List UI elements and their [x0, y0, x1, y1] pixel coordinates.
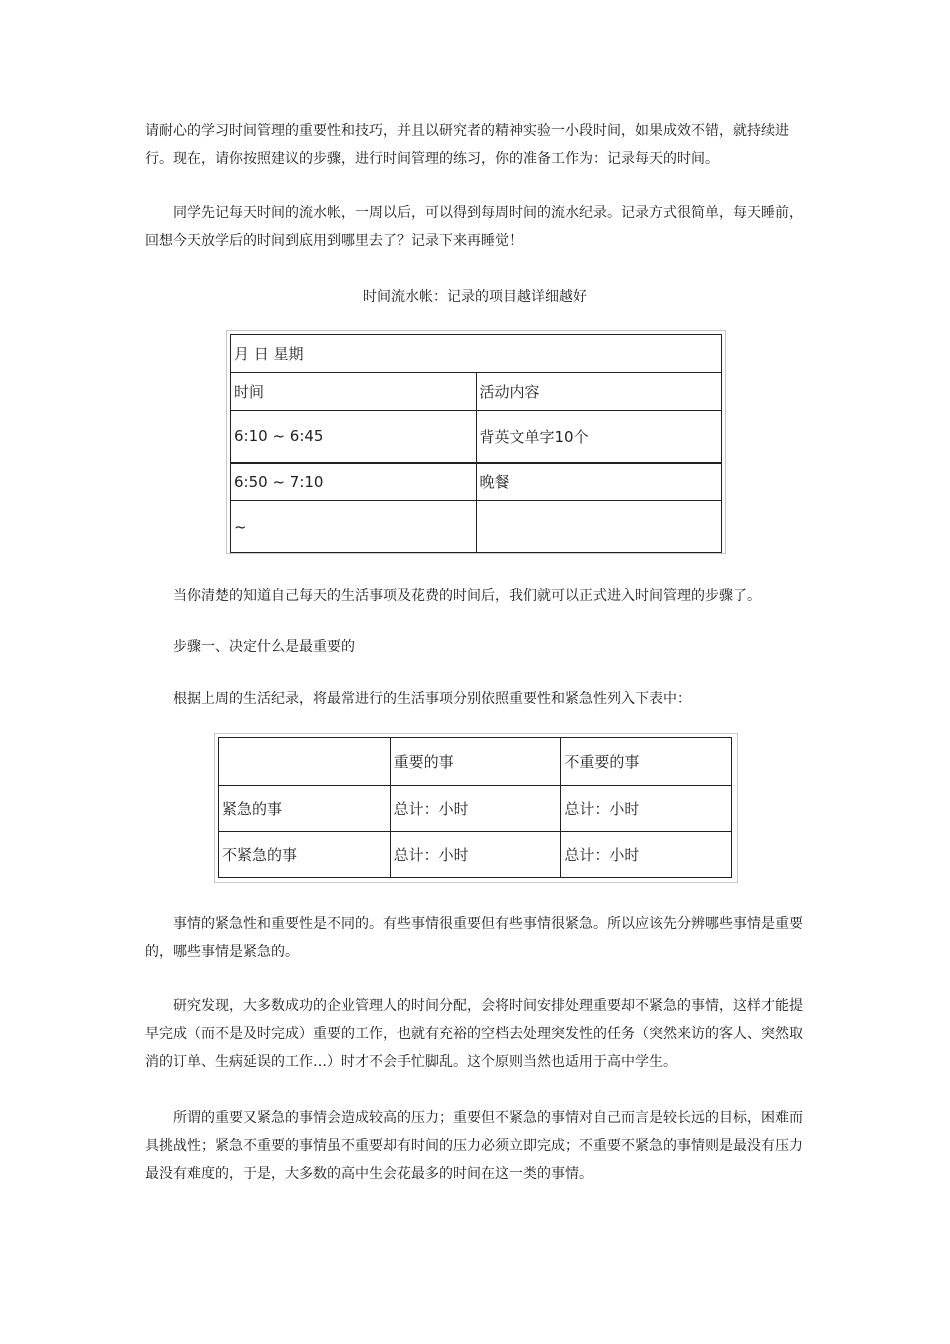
matrix-cell: 总计：小时	[561, 832, 732, 878]
matrix-cell: 总计：小时	[561, 786, 732, 832]
not-important-column-header: 不重要的事	[561, 738, 732, 786]
step-one-heading: 步骤一、决定什么是最重要的	[173, 639, 355, 655]
paragraph-instruction: 根据上周的生活纪录，将最常进行的生活事项分别依照重要性和紧急性列入下表中：	[173, 691, 691, 707]
paragraph-record-method: 同学先记每天时间的流水帐，一周以后，可以得到每周时间的流水纪录。记录方式很简单，每天睡前，回想今天放学后的时间到底用到哪里去了？记录下来再睡觉！	[145, 205, 803, 249]
paragraph-urgency-importance: 事情的紧急性和重要性是不同的。有些事情很重要但有些事情很紧急。所以应该先分辨哪些事情是重要的，哪些事情是紧急的。	[145, 916, 803, 960]
matrix-cell: 总计：小时	[390, 786, 561, 832]
table-cell-time: 6:10 ~ 6:45	[231, 411, 477, 463]
table-cell-time: 6:50 ~ 7:10	[231, 463, 477, 501]
time-log-table-image	[226, 330, 726, 554]
time-column-header: 时间	[231, 373, 477, 411]
table-cell-activity: 背英文单字10个	[476, 411, 721, 463]
paragraph-research: 研究发现，大多数成功的企业管理人的时间分配，会将时间安排处理重要却不紧急的事情，这样才能提早完成（而不是及时完成）重要的工作，也就有充裕的空档去处理突发性的任务（突然来访的客人、突然取消的订单、生病延误的工作…）时才不会手忙脚乱。这个原则当然也适用于高中学生。	[145, 998, 803, 1070]
activity-column-header: 活动内容	[476, 373, 721, 411]
paragraph-categories: 所谓的重要又紧急的事情会造成较高的压力；重要但不紧急的事情对自己而言是较长远的目标，困难而具挑战性；紧急不重要的事情虽不重要却有时间的压力必须立即完成；不重要不紧急的事情则是最没有压力最没有难度的，于是，大多数的高中生会花最多的时间在这一类的事情。	[145, 1110, 803, 1182]
important-column-header: 重要的事	[390, 738, 561, 786]
priority-matrix-image	[214, 733, 738, 883]
table-cell-activity	[476, 501, 721, 553]
time-log-table	[230, 334, 722, 553]
matrix-corner-cell	[219, 738, 391, 786]
table-caption: 时间流水帐：记录的项目越详细越好	[363, 289, 587, 305]
matrix-cell: 总计：小时	[390, 832, 561, 878]
priority-matrix-table	[218, 737, 732, 878]
table-cell-time: ~	[231, 501, 477, 553]
not-urgent-row-header: 不紧急的事	[219, 832, 391, 878]
table-cell-activity: 晚餐	[476, 463, 721, 501]
paragraph-intro: 请耐心的学习时间管理的重要性和技巧，并且以研究者的精神实验一小段时间，如果成效不错，就持续进行。现在，请你按照建议的步骤，进行时间管理的练习，你的准备工作为：记录每天的时间。	[145, 123, 789, 167]
urgent-row-header: 紧急的事	[219, 786, 391, 832]
date-header-cell: 月 日 星期	[231, 335, 722, 373]
paragraph-transition: 当你清楚的知道自己每天的生活事项及花费的时间后，我们就可以正式进入时间管理的步骤了。	[173, 588, 761, 604]
